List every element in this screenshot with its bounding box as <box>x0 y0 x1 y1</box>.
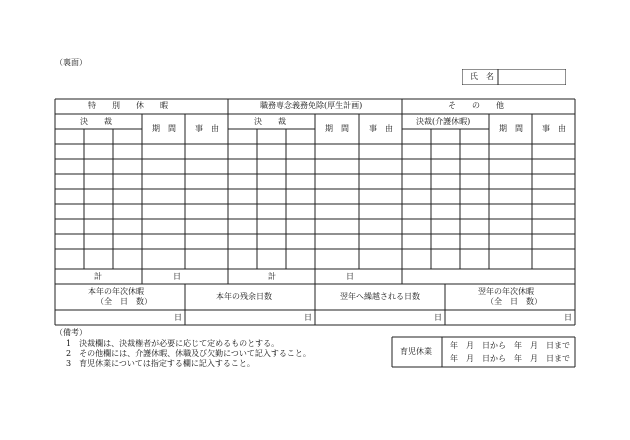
annual-leave-days-unit: 日 <box>174 313 182 322</box>
other-period-header: 期 間 <box>499 124 523 133</box>
special-reason-header: 事 由 <box>195 124 219 133</box>
special-period-header: 期 間 <box>152 124 176 133</box>
carried-over-header: 翌年へ繰越される日数 <box>340 292 420 301</box>
note-item: 2 その他欄には、介護休暇、休職及び欠勤について記入すること。 <box>66 349 311 358</box>
special-approval-header: 決 裁 <box>80 117 112 126</box>
duty-total-unit: 日 <box>346 272 354 281</box>
duty-total-label: 計 <box>268 272 276 281</box>
duty-exemption-header: 職務専念義務免除(厚生計画) <box>260 101 363 110</box>
special-leave-header: 特 別 休 暇 <box>88 101 168 110</box>
duty-period-header: 期 間 <box>325 124 349 133</box>
other-header: そ の 他 <box>448 101 504 110</box>
duty-reason-header: 事 由 <box>369 124 393 133</box>
remaining-days-header: 本年の残余日数 <box>216 292 272 301</box>
notes-title: （備考） <box>55 328 87 337</box>
other-reason-header: 事 由 <box>542 124 566 133</box>
special-total-label: 計 <box>94 272 102 281</box>
childcare-period-row[interactable]: 年 月 日から 年 月 日まで <box>450 341 570 350</box>
next-year-days-unit: 日 <box>564 313 572 322</box>
annual-leave-header-line1: 本年の年次休暇 <box>88 287 144 296</box>
other-approval-header: 決裁(介護休暇) <box>416 117 471 126</box>
note-item: 3 育児休業については指定する欄に記入すること。 <box>66 359 255 368</box>
duty-approval-header: 決 裁 <box>254 117 286 126</box>
back-side-label: （裏面） <box>55 58 87 67</box>
name-label: 氏 名 <box>470 72 494 81</box>
remaining-days-unit: 日 <box>304 313 312 322</box>
note-item: 1 決裁欄は、決裁権者が必要に応じて定めるものとする。 <box>66 339 280 348</box>
childcare-period-row[interactable]: 年 月 日から 年 月 日まで <box>450 354 570 363</box>
carried-over-days-unit: 日 <box>434 313 442 322</box>
next-year-header-line1: 翌年の年次休暇 <box>478 287 534 296</box>
next-year-header-line2: （全 日 数） <box>486 297 542 306</box>
special-total-unit: 日 <box>173 272 181 281</box>
childcare-label: 育児休業 <box>400 347 432 356</box>
annual-leave-header-line2: （全 日 数） <box>96 297 152 306</box>
